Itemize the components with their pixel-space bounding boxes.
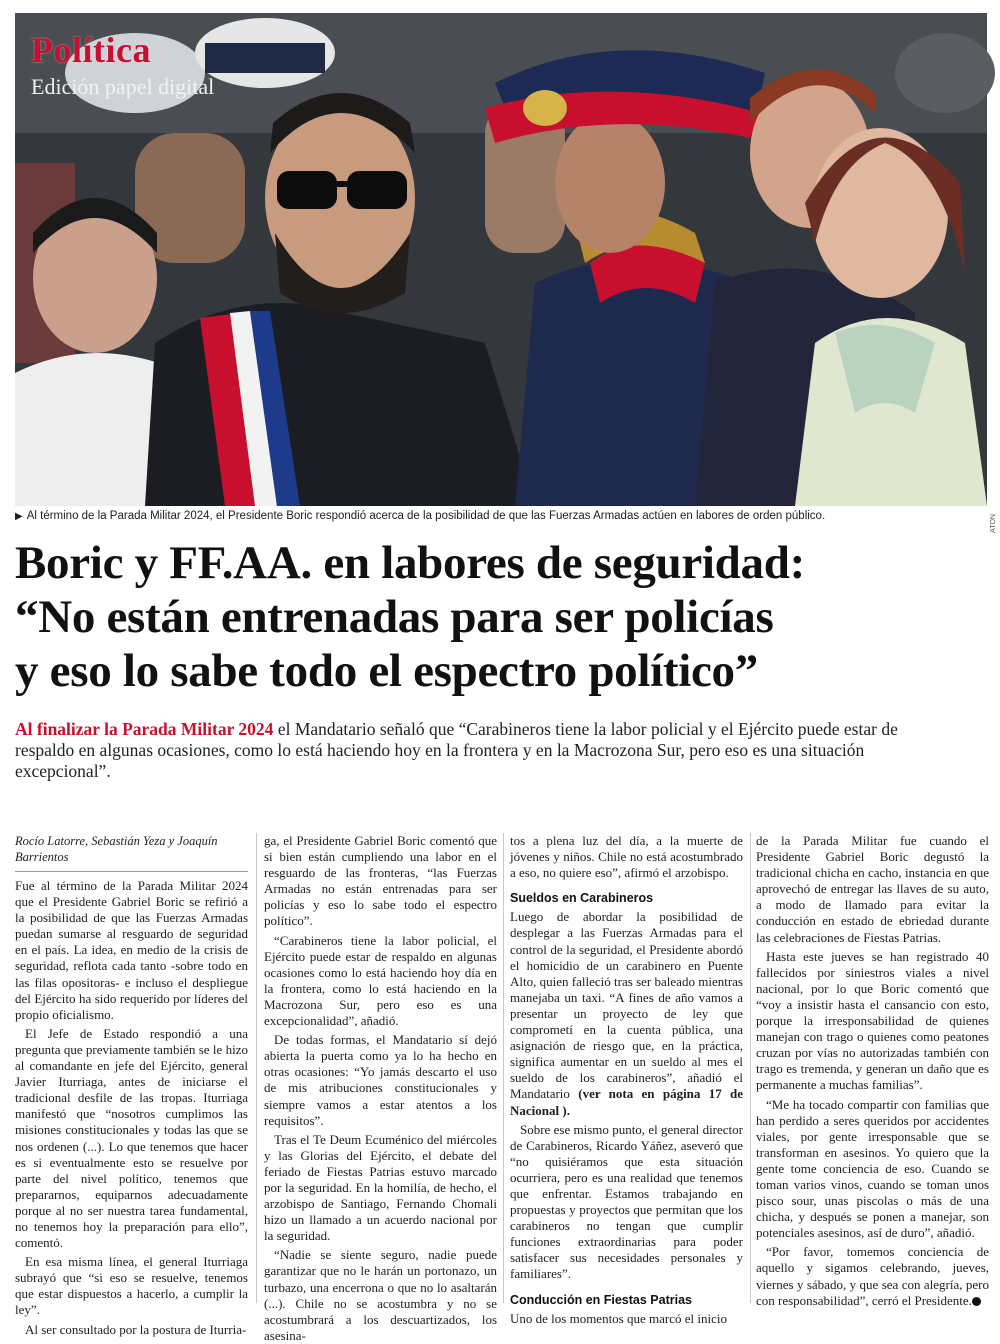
subhead-driving: Conducción en Fiestas Patrias	[510, 1292, 692, 1307]
column-divider	[256, 833, 257, 1303]
paragraph-text: “Por favor, tomemos conciencia de aquello y sigamos celebrando, jueves, viernes y sábado, y que sea con alegría, pero con responsabilidad”, cerró el Presidente.	[756, 1244, 989, 1308]
paragraph: “Nadie se siente seguro, nadie puede garantizar que no le harán un portonazo, un turbazo, una encerrona o que no lo asaltarán (...). Chile no se acostumbra y no se acostumbrará a los descuartizados, los asesina-	[264, 1247, 497, 1343]
paragraph: Uno de los momentos que marcó el inicio	[510, 1310, 727, 1326]
paragraph: tos a plena luz del día, a la muerte de jóvenes y niños. Chile no está acostumbrado a eso, no quiere eso”, afirmó el arzobispo.	[510, 833, 743, 881]
lead-kicker: Al finalizar la Parada Militar 2024	[15, 719, 274, 739]
page-reference: (ver nota en página 17 de Nacional ).	[510, 1086, 744, 1118]
paragraph: Sobre ese mismo punto, el general director de Carabineros, Ricardo Yáñez, aseveró que “no quisiéramos que esta situación ocurriera, pero es una realidad que tenemos que enfrentar. Estamos trabajando en propuestas y proyectos que permitan que los carabineros no tengan que cumplir funciones extraordinarias para poder satisfacer sus necesidades personales y familiares”.	[510, 1121, 743, 1282]
headline-line: Boric y FF.AA. en labores de seguridad:	[15, 537, 805, 589]
photo-credit: ATON	[990, 514, 997, 533]
paragraph: Tras el Te Deum Ecuménico del miércoles y las Glorias del Ejército, el debate del feriado de Fiestas Patrias estuvo marcado por la seguridad. En la homilía, de hecho, el arzobispo de Santiago, Fernando Chomali hizo un llamado a un acuerdo nacional por la seguridad.	[264, 1131, 497, 1244]
paragraph: de la Parada Militar fue cuando el Presidente Gabriel Boric degustó la tradicional chicha en cacho, instancia en que aprovechó de entregar las llaves de su auto, a modo de llamado para evitar la conducción en estado de ebriedad durante las celebraciones de Fiestas Patrias.	[756, 833, 989, 945]
headline-line: “No están entrenadas para ser policías	[15, 591, 774, 643]
caption-text: Al término de la Parada Militar 2024, el Presidente Boric respondió acerca de la posibilidad de que las Fuerzas Armadas actúen en labores de orden público.	[26, 510, 826, 522]
photo-caption	[15, 510, 975, 522]
article-photo	[15, 13, 987, 506]
headline-line: y eso lo sabe todo el espectro político”	[15, 645, 758, 697]
paragraph: Hasta este jueves se han registrado 40 fallecidos por siniestros viales a nivel nacional, por lo que Boric comentó que “voy a insistir hasta el cansancio con esto, porque la irresponsabilidad de quienes manejan con trago o quienes como peatones cruzan por vías no autorizadas también con trago es tremenda, y generan un daño que es permanente a muchas familias”.	[756, 948, 989, 1093]
end-of-article-icon	[972, 1297, 981, 1306]
column-4	[756, 833, 989, 1308]
paragraph: ga, el Presidente Gabriel Boric comentó que si bien están cumpliendo una labor en el resguardo de las fronteras, “las Fuerzas Armadas no están entrenadas para ser policías y eso lo sabe todo el espectro político”.	[264, 833, 497, 929]
paragraph: De todas formas, el Mandatario sí dejó abierta la puerta como ya lo ha hecho en otras ocasiones: “Yo jamás descarto el uso de mis atribuciones constitucionales y siempre vamos a estar atentos a los requisitos”.	[264, 1032, 497, 1128]
caption-triangle-icon: ▶	[15, 511, 23, 522]
paragraph: “Me ha tocado compartir con familias que han perdido a seres queridos por accidentes viales, por gente irresponsable que se transforman en asesinos. Yo quiero que la gente tome conciencia de eso. Cuando se toman varios vinos, cuando se toman unos pisco sour, unas piscolas o más de una chicha, y después se ponen a manejar, son potenciales asesinos, así de duro”, añadió.	[756, 1096, 989, 1241]
paragraph: Al ser consultado por la postura de Iturria-	[25, 1321, 247, 1337]
paragraph: El Jefe de Estado respondió a una pregunta que previamente también se le hizo al comandante en jefe del Ejército, general Javier Iturriaga, antes de iniciarse el tradicional desfile de las tropas. Iturriaga manifestó que “nosotros cumplimos las misiones constitucionales y todas las que se nos ordenen (...). Lo que tenemos que hacer es si eventualmente esto se resuelve por parte del nivel político, tenemos que prepararnos, equiparnos adecuadamente porque al no ser nuestra tarea fundamental, no tenemos hoy la preparación para ello”, comentó.	[15, 1025, 248, 1251]
paragraph	[756, 1244, 989, 1308]
headline	[15, 536, 990, 698]
paragraph	[510, 909, 743, 1118]
column-divider	[503, 833, 504, 1303]
column-2	[264, 833, 497, 1343]
column-divider	[750, 833, 751, 1303]
paragraph: “Carabineros tiene la labor policial, el Ejército puede estar de respaldo en algunas ocasiones como lo está haciendo hoy día en la frontera, como lo está haciendo en la Macrozona Sur, pero eso es una excepcionalidad”, añadió.	[264, 932, 497, 1029]
byline: Rocío Latorre, Sebastián Yeza y Joaquín Barrientos	[15, 833, 248, 872]
paragraph-text: Luego de abordar la posibilidad de desplegar a las Fuerzas Armadas para el control de la seguridad, el Presidente abordó el homicidio de un carabinero en Puente Alto, quien falleció tras ser baleado mientras manejaba un taxi. “A fines de año vamos a presentar un proyecto de ley que comprometí en la cuenta pública, una asignación de riesgo que, en la práctica, significa aumentar en un sueldo al mes el sueldo de los carabineros”, añadió el Mandatario	[510, 909, 743, 1102]
column-1	[15, 833, 248, 1337]
lead-text: el Mandatario señaló que “Carabineros tiene la labor policial y el Ejército puede estar de respaldo en algunas ocasiones, como lo está haciendo hoy en la frontera y en la Macrozona Sur, pero eso es una situación excepcional”.	[15, 719, 898, 781]
edition-label: Edición papel digital	[31, 74, 215, 99]
section-label: Política	[31, 30, 151, 70]
column-3	[510, 833, 744, 1326]
subhead-salaries: Sueldos en Carabineros	[510, 891, 654, 906]
article-body	[15, 833, 989, 1343]
lead-paragraph	[15, 719, 915, 782]
paragraph: Fue al término de la Parada Militar 2024 que el Presidente Gabriel Boric se refirió a la posibilidad de que las Fuerzas Armadas puedan sumarse al resguardo de seguridad en el país. La idea, en medio de la crisis de seguridad, reflota cada tanto -sobre todo en las filas opositoras- e incluso el despliegue del Ejército ha sido requerido por líderes del propio oficialismo.	[15, 878, 248, 1022]
paragraph: En esa misma línea, el general Iturriaga subrayó que “si eso se resuelve, tenemos que estar dispuestos a hacerlo, a cumplir la ley”.	[15, 1254, 248, 1318]
